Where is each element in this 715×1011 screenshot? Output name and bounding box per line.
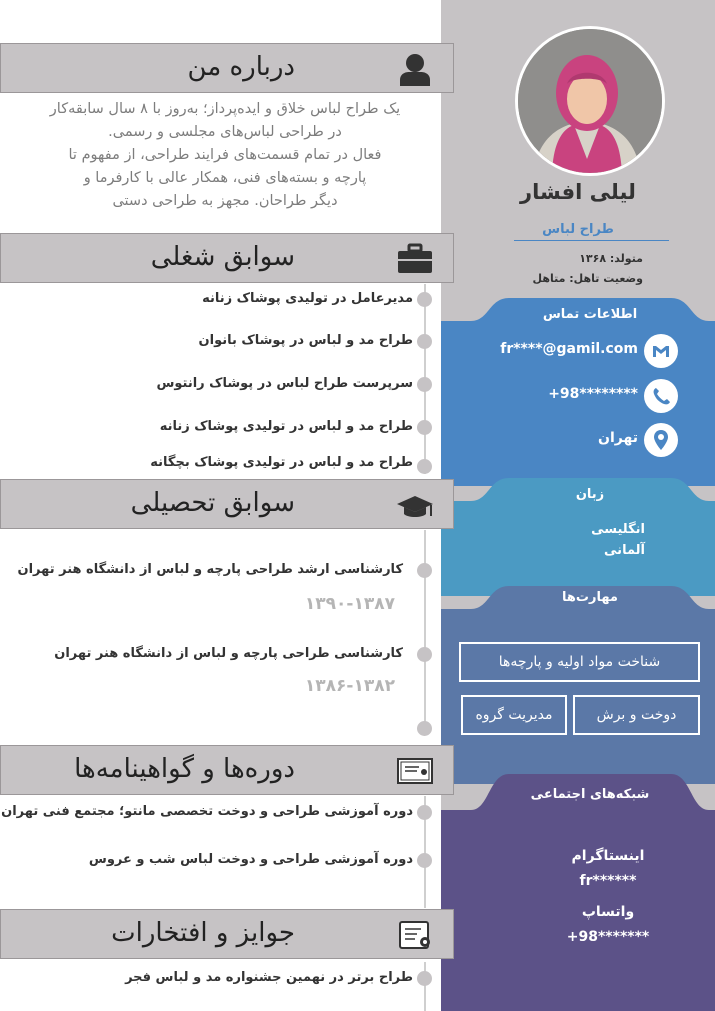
profile-photo (515, 26, 665, 176)
whatsapp-value: +98******* (566, 929, 650, 945)
birth-info: متولد: ۱۳۶۸ (579, 252, 643, 265)
instagram-value: fr****** (579, 873, 637, 889)
whatsapp-label: واتساپ (581, 904, 635, 920)
timeline-dot (417, 805, 432, 820)
courses-header (0, 745, 454, 795)
languages-title: زبان (575, 487, 605, 502)
course-item: دوره آموزشی طراحی و دوخت لباس شب و عروس (88, 852, 413, 867)
contact-section (441, 296, 715, 486)
awards-timeline-line (424, 962, 426, 1011)
work-item: مدیرعامل در تولیدی پوشاک زنانه (202, 291, 413, 306)
timeline-dot (417, 563, 432, 578)
timeline-dot (417, 292, 432, 307)
certificate-icon (395, 754, 435, 788)
about-line: فعال در تمام قسمت‌های فرایند طراحی، از مفهوم تا (68, 147, 382, 163)
work-item: طراح مد و لباس در تولیدی پوشاک بچگانه (150, 455, 413, 470)
work-header (0, 233, 454, 283)
about-line: دیگر طراحان. مجهز به طراحی دستی (112, 193, 338, 209)
timeline-dot (417, 377, 432, 392)
contact-title: اطلاعات تماس (542, 307, 638, 322)
awards-title: جوایز و افتخارات (111, 918, 295, 948)
phone-text: +98******** (548, 386, 638, 402)
language-english: انگلیسی (591, 522, 645, 537)
education-header (0, 479, 454, 529)
education-timeline-line (424, 530, 426, 735)
sidebar (441, 0, 715, 1011)
marital-info: وضعیت تاهل: متاهل (532, 272, 643, 285)
timeline-dot (417, 647, 432, 662)
social-section (441, 770, 715, 1011)
work-item: طراح مد و لباس در پوشاک بانوان (198, 333, 413, 348)
about-text (20, 98, 430, 213)
city-text: تهران (598, 430, 638, 446)
about-header (0, 43, 454, 93)
about-line: پارچه و بسته‌های فنی، همکار عالی با کارفرما و (83, 170, 367, 186)
education-years: ۱۳۸۶-۱۳۸۲ (304, 676, 395, 696)
timeline-dot (417, 721, 432, 736)
gmail-icon (644, 334, 678, 368)
language-german: آلمانی (604, 543, 645, 558)
profile-role: طراح لباس (542, 222, 614, 237)
social-title: شبکه‌های اجتماعی (530, 787, 650, 802)
location-pin-icon (644, 423, 678, 457)
timeline-dot (417, 420, 432, 435)
timeline-dot (417, 459, 432, 474)
languages-section (441, 476, 715, 596)
email-text: fr****@gamil.com (500, 341, 638, 357)
about-line: یک طراح لباس خلاق و ایده‌پرداز؛ به‌روز با ۸ سال سابقه‌کار (49, 101, 401, 117)
about-line: در طراحی لباس‌های مجلسی و رسمی. (108, 124, 342, 140)
courses-title: دوره‌ها و گواهینامه‌ها (74, 754, 295, 784)
about-title: درباره من (187, 52, 295, 82)
role-underline (514, 240, 669, 241)
awards-header (0, 909, 454, 959)
graduation-cap-icon (395, 488, 435, 522)
award-document-icon (395, 918, 435, 952)
award-item: طراح برتر در نهمین جشنواره مد و لباس فجر (125, 970, 413, 985)
skill-sewing: دوخت و برش (573, 695, 700, 735)
timeline-dot (417, 971, 432, 986)
email-row[interactable] (441, 334, 715, 368)
course-item: دوره آموزشی طراحی و دوخت تخصصی مانتو؛ مجتمع فنی تهران (1, 804, 413, 819)
work-title: سوابق شغلی (150, 242, 295, 272)
skill-team-management: مدیریت گروه (461, 695, 567, 735)
education-degree: کارشناسی طراحی پارچه و لباس از دانشگاه هنر تهران (54, 646, 403, 661)
timeline-dot (417, 334, 432, 349)
briefcase-icon (395, 242, 435, 276)
education-degree: کارشناسی ارشد طراحی پارچه و لباس از دانشگاه هنر تهران (17, 562, 403, 577)
person-icon (395, 52, 435, 86)
profile-name: لیلی افشار (520, 180, 636, 204)
location-row (441, 423, 715, 457)
phone-icon (644, 379, 678, 413)
education-years: ۱۳۹۰-۱۳۸۷ (304, 594, 395, 614)
skills-section (441, 584, 715, 784)
skills-title: مهارت‌ها (562, 590, 618, 605)
instagram-label: اینستاگرام (571, 848, 645, 864)
education-title: سوابق تحصیلی (130, 488, 295, 518)
work-item: سرپرست طراح لباس در پوشاک رانتوس (156, 376, 413, 391)
phone-row[interactable] (441, 379, 715, 413)
work-item: طراح مد و لباس در تولیدی پوشاک زنانه (159, 419, 413, 434)
skill-materials: شناخت مواد اولیه و پارچه‌ها (459, 642, 700, 682)
timeline-dot (417, 853, 432, 868)
